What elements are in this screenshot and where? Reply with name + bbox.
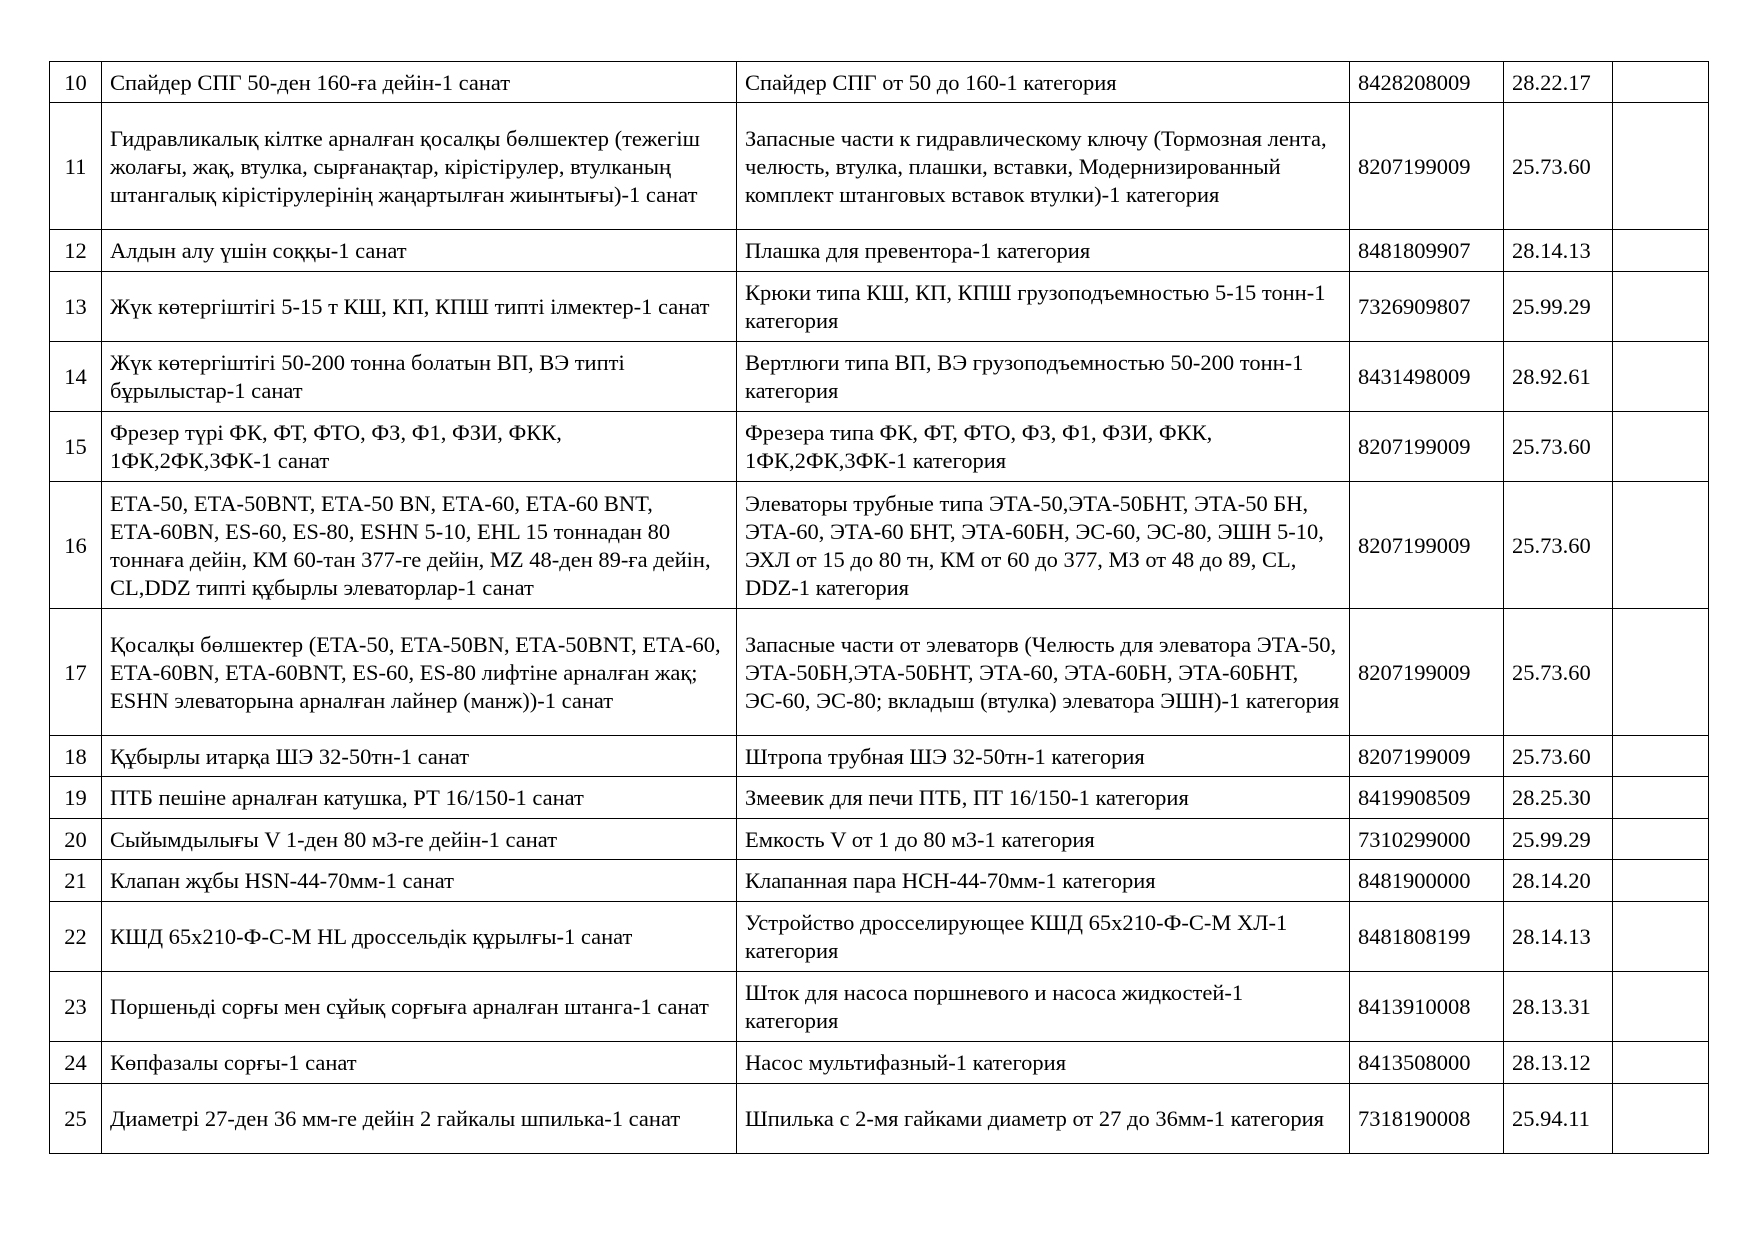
tnved-code: 7326909807 bbox=[1350, 272, 1504, 342]
tnved-code: 8413508000 bbox=[1350, 1042, 1504, 1084]
okved-code: 25.99.29 bbox=[1504, 819, 1613, 860]
empty-cell bbox=[1613, 902, 1709, 972]
empty-cell bbox=[1613, 62, 1709, 103]
name-russian: Насос мультифазный-1 категория bbox=[737, 1042, 1350, 1084]
row-number: 24 bbox=[50, 1042, 102, 1084]
name-russian: Запасные части от элеваторв (Челюсть для элеватора ЭТА-50, ЭТА-50БН,ЭТА-50БНТ, ЭТА-60, ЭТА-60БН, ЭТА-60БНТ, ЭС-60, ЭС-80; вкладыш (втулка) элеватора ЭШН)-1 категория bbox=[737, 609, 1350, 736]
name-russian: Запасные части к гидравлическому ключу (Тормозная лента, челюсть, втулка, плашки, вставки, Модернизированный комплект штанговых вставок втулки)-1 категория bbox=[737, 103, 1350, 230]
name-russian: Змеевик для печи ПТБ, ПТ 16/150-1 категория bbox=[737, 777, 1350, 819]
tnved-code: 8413910008 bbox=[1350, 972, 1504, 1042]
okved-code: 28.13.12 bbox=[1504, 1042, 1613, 1084]
tnved-code: 8481900000 bbox=[1350, 860, 1504, 902]
name-kazakh: Алдын алу үшін соққы-1 санат bbox=[102, 230, 737, 272]
table-row bbox=[50, 902, 1709, 972]
okved-code: 25.99.29 bbox=[1504, 272, 1613, 342]
table-row bbox=[50, 736, 1709, 777]
row-number: 23 bbox=[50, 972, 102, 1042]
name-kazakh: Сыйымдылығы V 1-ден 80 м3-ге дейін-1 санат bbox=[102, 819, 737, 860]
empty-cell bbox=[1613, 819, 1709, 860]
table-row bbox=[50, 103, 1709, 230]
name-russian: Крюки типа КШ, КП, КПШ грузоподъемностью 5-15 тонн-1 категория bbox=[737, 272, 1350, 342]
empty-cell bbox=[1613, 412, 1709, 482]
row-number: 16 bbox=[50, 482, 102, 609]
row-number: 13 bbox=[50, 272, 102, 342]
tnved-code: 8419908509 bbox=[1350, 777, 1504, 819]
table-row bbox=[50, 62, 1709, 103]
name-russian: Шпилька с 2-мя гайками диаметр от 27 до 36мм-1 категория bbox=[737, 1084, 1350, 1154]
name-kazakh: Диаметрі 27-ден 36 мм-ге дейін 2 гайкалы шпилька-1 санат bbox=[102, 1084, 737, 1154]
row-number: 15 bbox=[50, 412, 102, 482]
okved-code: 28.14.13 bbox=[1504, 902, 1613, 972]
table-row bbox=[50, 1084, 1709, 1154]
name-russian: Емкость V от 1 до 80 м3-1 категория bbox=[737, 819, 1350, 860]
empty-cell bbox=[1613, 860, 1709, 902]
empty-cell bbox=[1613, 972, 1709, 1042]
name-russian: Устройство дросселирующее КШД 65х210-Ф-С-М ХЛ-1 категория bbox=[737, 902, 1350, 972]
okved-code: 25.73.60 bbox=[1504, 103, 1613, 230]
name-russian: Элеваторы трубные типа ЭТА-50,ЭТА-50БНТ, ЭТА-50 БН, ЭТА-60, ЭТА-60 БНТ, ЭТА-60БН, ЭС-60, ЭС-80, ЭШН 5-10, ЭХЛ от 15 до 80 тн, КМ от 60 до 377, МЗ от 48 до 89, CL, DDZ-1 категория bbox=[737, 482, 1350, 609]
name-russian: Фрезера типа ФК, ФТ, ФТО, ФЗ, Ф1, ФЗИ, ФКК, 1ФК,2ФК,3ФК-1 категория bbox=[737, 412, 1350, 482]
row-number: 14 bbox=[50, 342, 102, 412]
tnved-code: 8431498009 bbox=[1350, 342, 1504, 412]
tnved-code: 8207199009 bbox=[1350, 609, 1504, 736]
name-kazakh: Спайдер СПГ 50-ден 160-ға дейін-1 санат bbox=[102, 62, 737, 103]
empty-cell bbox=[1613, 230, 1709, 272]
table-row bbox=[50, 482, 1709, 609]
name-kazakh: Қосалқы бөлшектер (ЕТА-50, ЕТА-50BN, ЕТА-50BNT, ЕТА-60, ЕТА-60BN, ЕТА-60BNT, ES-60, ES-80 лифтіне арналған жақ; ESHN элеваторына арналған лайнер (манж))-1 санат bbox=[102, 609, 737, 736]
okved-code: 25.73.60 bbox=[1504, 736, 1613, 777]
empty-cell bbox=[1613, 736, 1709, 777]
name-russian: Клапанная пара НСН-44-70мм-1 категория bbox=[737, 860, 1350, 902]
name-kazakh: Фрезер түрі ФК, ФТ, ФТО, ФЗ, Ф1, ФЗИ, ФКК, 1ФК,2ФК,3ФК-1 санат bbox=[102, 412, 737, 482]
name-russian: Штропа трубная ШЭ 32-50тн-1 категория bbox=[737, 736, 1350, 777]
tnved-code: 8207199009 bbox=[1350, 482, 1504, 609]
empty-cell bbox=[1613, 272, 1709, 342]
okved-code: 28.92.61 bbox=[1504, 342, 1613, 412]
empty-cell bbox=[1613, 103, 1709, 230]
table-row bbox=[50, 819, 1709, 860]
tnved-code: 8428208009 bbox=[1350, 62, 1504, 103]
okved-code: 25.73.60 bbox=[1504, 609, 1613, 736]
name-kazakh: Жүк көтергіштігі 50-200 тонна болатын ВП, ВЭ типті бұрылыстар-1 санат bbox=[102, 342, 737, 412]
empty-cell bbox=[1613, 1084, 1709, 1154]
table-row bbox=[50, 609, 1709, 736]
empty-cell bbox=[1613, 777, 1709, 819]
tnved-code: 7318190008 bbox=[1350, 1084, 1504, 1154]
name-kazakh: Поршеньді сорғы мен сұйық сорғыға арналған штанга-1 санат bbox=[102, 972, 737, 1042]
name-kazakh: ПТБ пешіне арналған катушка, РТ 16/150-1 санат bbox=[102, 777, 737, 819]
table-row bbox=[50, 342, 1709, 412]
row-number: 21 bbox=[50, 860, 102, 902]
okved-code: 28.25.30 bbox=[1504, 777, 1613, 819]
tnved-code: 8481808199 bbox=[1350, 902, 1504, 972]
row-number: 25 bbox=[50, 1084, 102, 1154]
empty-cell bbox=[1613, 342, 1709, 412]
okved-code: 28.13.31 bbox=[1504, 972, 1613, 1042]
tnved-code: 8207199009 bbox=[1350, 736, 1504, 777]
okved-code: 28.22.17 bbox=[1504, 62, 1613, 103]
empty-cell bbox=[1613, 482, 1709, 609]
tnved-code: 8207199009 bbox=[1350, 103, 1504, 230]
name-kazakh: Клапан жұбы HSN-44-70мм-1 санат bbox=[102, 860, 737, 902]
name-russian: Спайдер СПГ от 50 до 160-1 категория bbox=[737, 62, 1350, 103]
okved-code: 25.94.11 bbox=[1504, 1084, 1613, 1154]
empty-cell bbox=[1613, 609, 1709, 736]
table-row bbox=[50, 777, 1709, 819]
row-number: 10 bbox=[50, 62, 102, 103]
row-number: 19 bbox=[50, 777, 102, 819]
tnved-code: 8207199009 bbox=[1350, 412, 1504, 482]
goods-table bbox=[49, 61, 1709, 1154]
name-kazakh: Гидравликалық кілтке арналған қосалқы бөлшектер (тежегіш жолағы, жақ, втулка, сырғанақтар, кірістірулер, втулканың штангалық кірістірулерінің жаңартылған жиынтығы)-1 санат bbox=[102, 103, 737, 230]
table-row bbox=[50, 860, 1709, 902]
empty-cell bbox=[1613, 1042, 1709, 1084]
name-russian: Плашка для превентора-1 категория bbox=[737, 230, 1350, 272]
okved-code: 28.14.13 bbox=[1504, 230, 1613, 272]
name-russian: Шток для насоса поршневого и насоса жидкостей-1 категория bbox=[737, 972, 1350, 1042]
row-number: 17 bbox=[50, 609, 102, 736]
table-row bbox=[50, 1042, 1709, 1084]
name-kazakh: Көпфазалы сорғы-1 санат bbox=[102, 1042, 737, 1084]
name-kazakh: Құбырлы итарқа ШЭ 32-50тн-1 санат bbox=[102, 736, 737, 777]
tnved-code: 7310299000 bbox=[1350, 819, 1504, 860]
row-number: 22 bbox=[50, 902, 102, 972]
row-number: 12 bbox=[50, 230, 102, 272]
name-kazakh: ЕТА-50, ЕТА-50BNT, ЕТА-50 BN, ЕТА-60, ЕТА-60 BNT, ЕТА-60BN, ES-60, ES-80, ESHN 5-10, EHL 15 тоннадан 80 тоннаға дейін, КМ 60-тан 377-ге дейін, MZ 48-ден 89-ға дейін, CL,DDZ типті құбырлы элеваторлар-1 санат bbox=[102, 482, 737, 609]
okved-code: 25.73.60 bbox=[1504, 412, 1613, 482]
name-kazakh: Жүк көтергіштігі 5-15 т КШ, КП, КПШ типті ілмектер-1 санат bbox=[102, 272, 737, 342]
okved-code: 25.73.60 bbox=[1504, 482, 1613, 609]
table-row bbox=[50, 972, 1709, 1042]
row-number: 20 bbox=[50, 819, 102, 860]
table-row bbox=[50, 272, 1709, 342]
table-row bbox=[50, 230, 1709, 272]
row-number: 11 bbox=[50, 103, 102, 230]
name-russian: Вертлюги типа ВП, ВЭ грузоподъемностью 50-200 тонн-1 категория bbox=[737, 342, 1350, 412]
okved-code: 28.14.20 bbox=[1504, 860, 1613, 902]
table-row bbox=[50, 412, 1709, 482]
tnved-code: 8481809907 bbox=[1350, 230, 1504, 272]
row-number: 18 bbox=[50, 736, 102, 777]
name-kazakh: КШД 65х210-Ф-С-М HL дроссельдік құрылғы-1 санат bbox=[102, 902, 737, 972]
